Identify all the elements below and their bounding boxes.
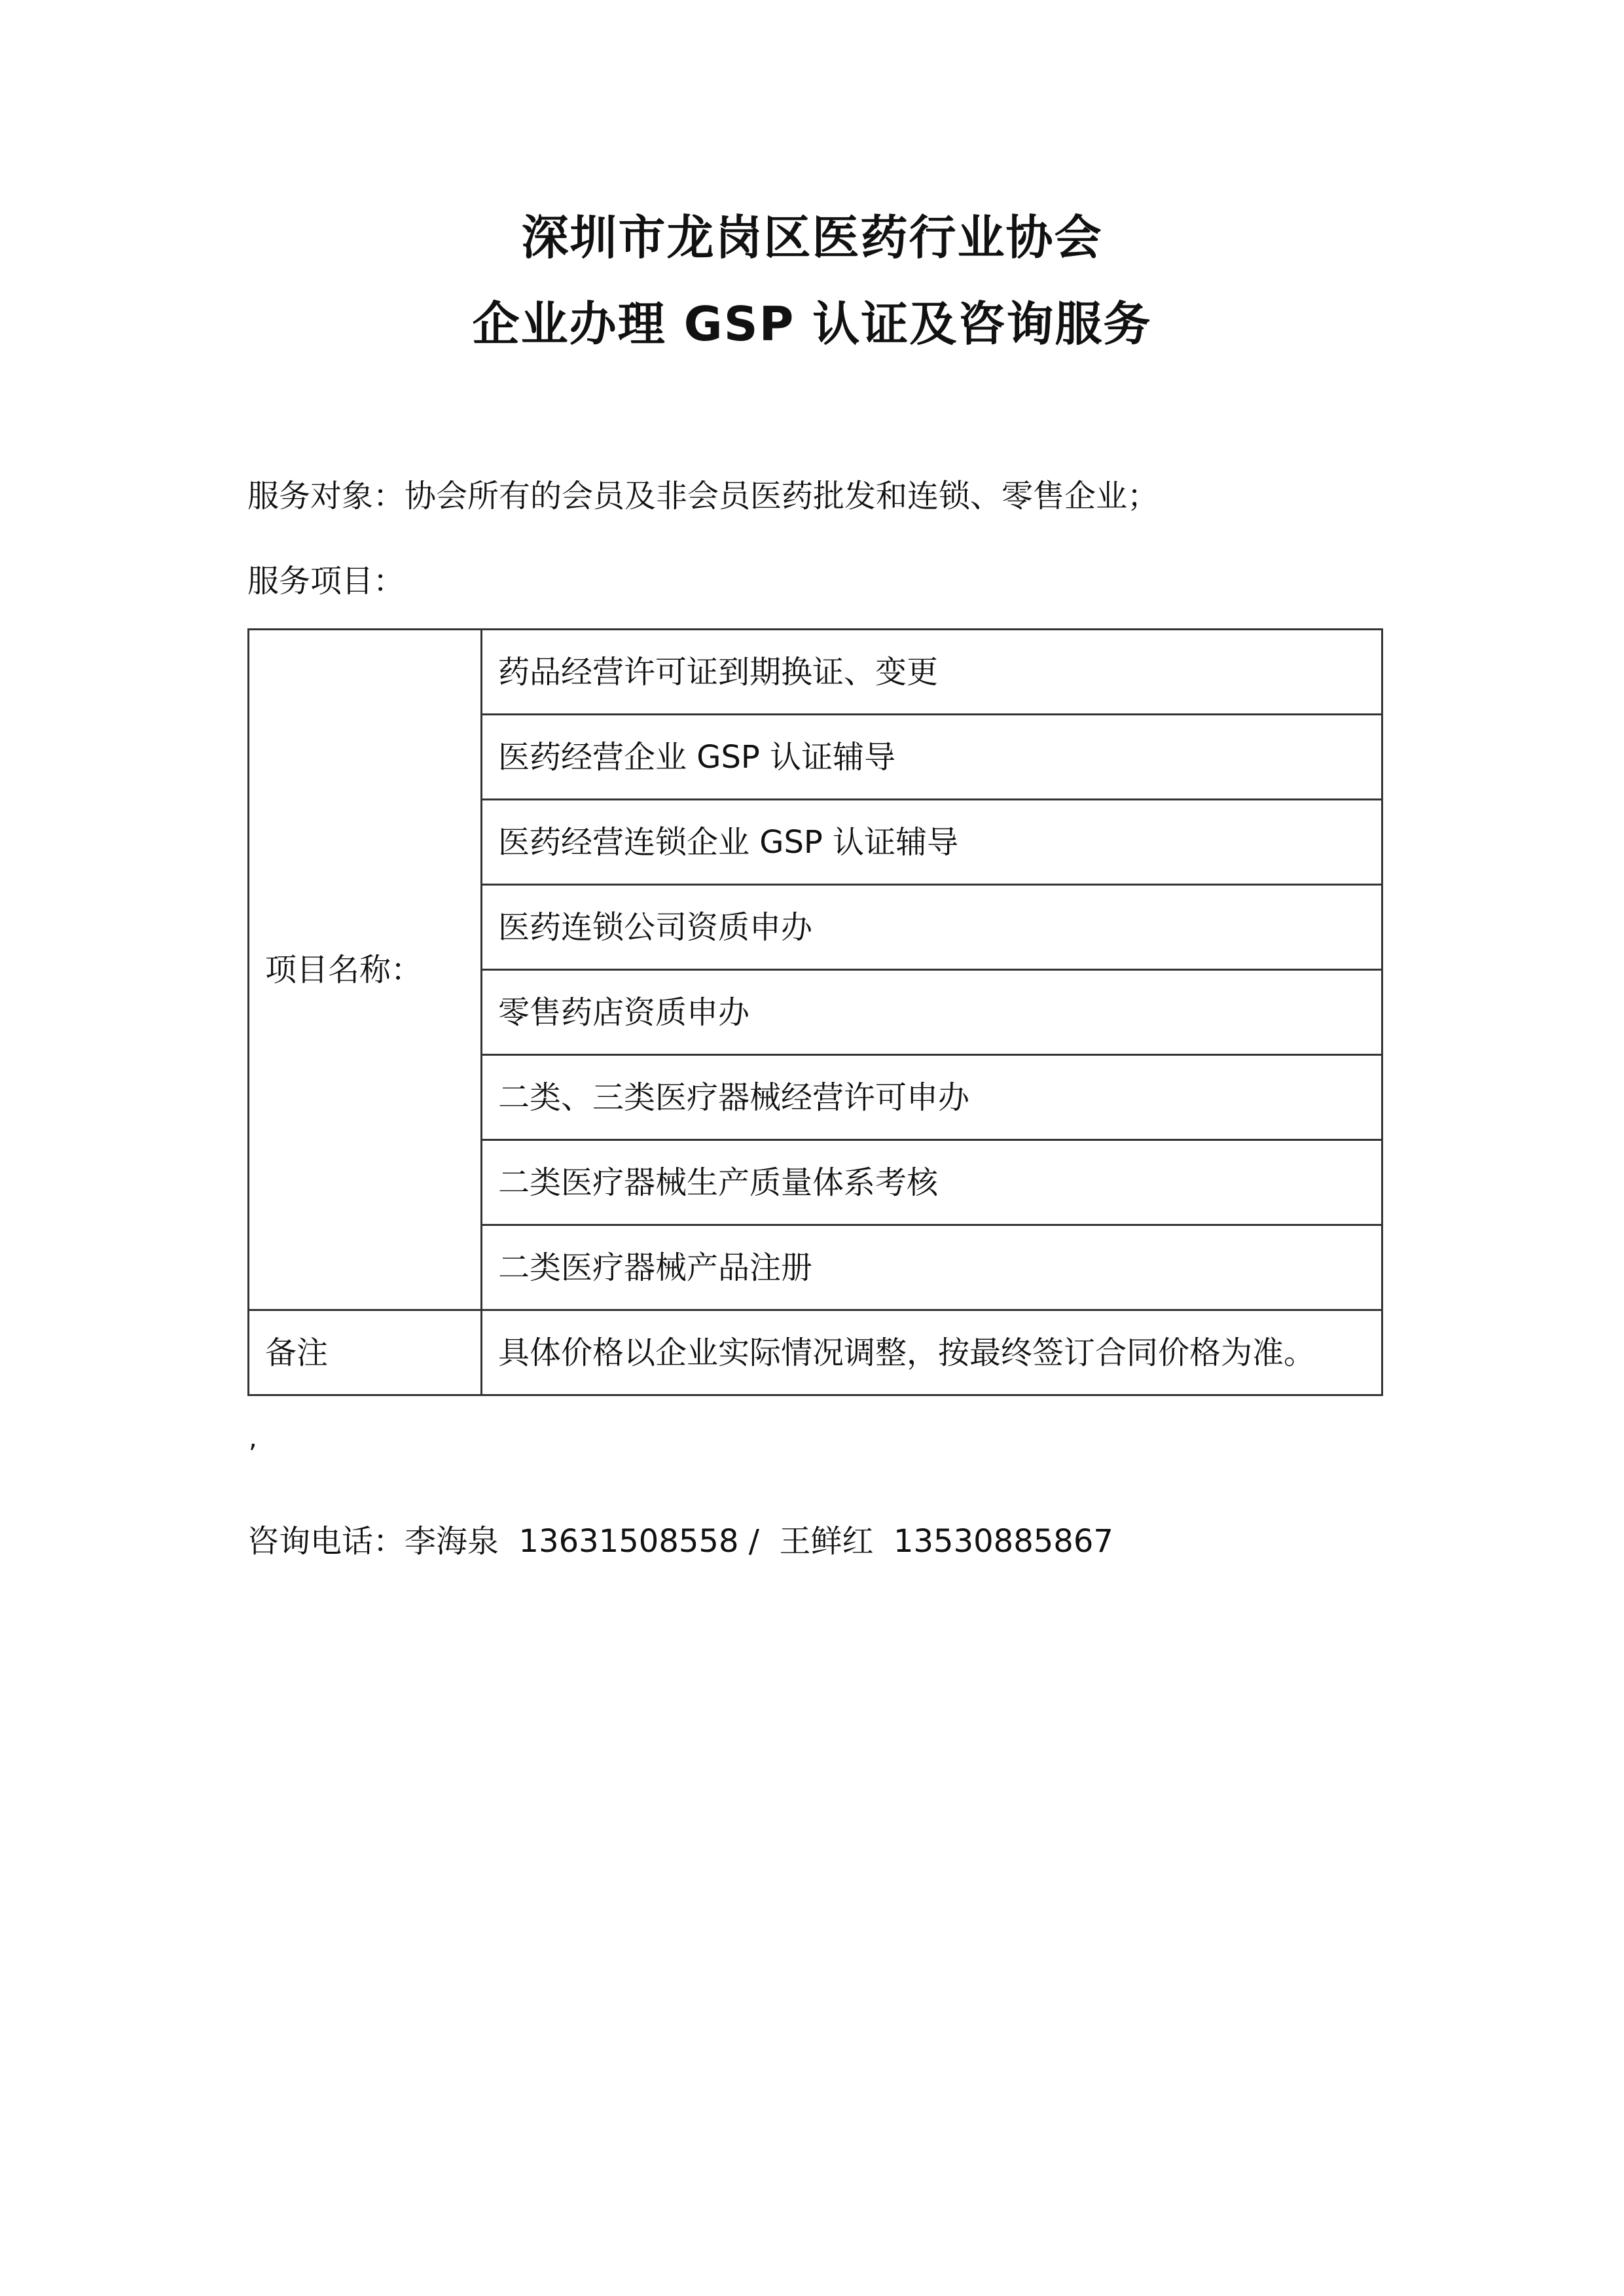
remark-label: 备注 — [249, 1310, 482, 1395]
contact-line — [247, 1522, 1113, 1561]
service-item: 二类、三类医疗器械经营许可申办 — [482, 1055, 1382, 1140]
table-row — [249, 630, 1382, 715]
service-items-label: 服务项目： — [247, 563, 405, 600]
contact-person1-phone: 13631508558 — [518, 1523, 739, 1560]
document-title: 深圳市龙岗区医药行业协会 — [521, 210, 1103, 265]
contact-person1-name: 李海泉 — [405, 1523, 499, 1560]
project-name-label: 项目名称： — [249, 630, 482, 1310]
remark-text: 具体价格以企业实际情况调整，按最终签订合同价格为准。 — [482, 1310, 1382, 1395]
service-item: 药品经营许可证到期换证、变更 — [482, 630, 1382, 715]
service-item: 二类医疗器械产品注册 — [482, 1225, 1382, 1310]
service-items-table — [247, 628, 1383, 1396]
service-target: 服务对象：协会所有的会员及非会员医药批发和连锁、零售企业； — [247, 478, 1159, 514]
document-subtitle: 企业办理 GSP 认证及咨询服务 — [472, 296, 1152, 351]
table-row — [249, 1310, 1382, 1395]
contact-label: 咨询电话： — [247, 1523, 405, 1560]
service-item: 零售药店资质申办 — [482, 970, 1382, 1055]
service-item: 二类医疗器械生产质量体系考核 — [482, 1140, 1382, 1225]
service-item: 医药经营企业 GSP 认证辅导 — [482, 715, 1382, 800]
stray-mark: , — [249, 1424, 257, 1454]
contact-separator: / — [748, 1523, 759, 1560]
contact-person2-name: 王鲜红 — [779, 1523, 874, 1560]
service-item: 医药经营连锁企业 GSP 认证辅导 — [482, 800, 1382, 885]
contact-person2-phone: 13530885867 — [893, 1523, 1113, 1560]
service-item: 医药连锁公司资质申办 — [482, 885, 1382, 970]
